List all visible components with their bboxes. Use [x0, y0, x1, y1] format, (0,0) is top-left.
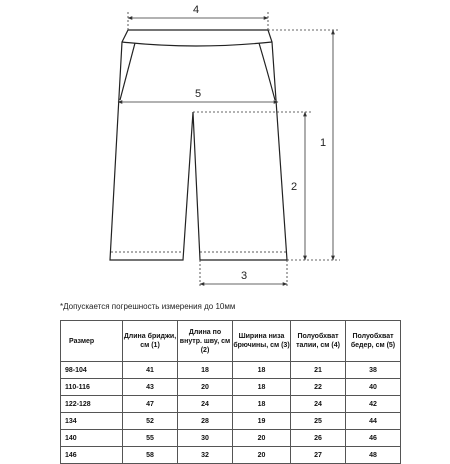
measurement-cell: 52 [123, 413, 178, 430]
table-row [61, 362, 401, 379]
table-row [61, 413, 401, 430]
measurement-cell: 21 [291, 362, 346, 379]
table-body [61, 362, 401, 464]
measurement-cell: 25 [291, 413, 346, 430]
dimension-label-3: 3 [240, 270, 248, 282]
header-size: Размер [61, 321, 123, 362]
measurement-cell: 55 [123, 430, 178, 447]
size-cell: 140 [61, 430, 123, 447]
dimension-label-2: 2 [290, 181, 298, 193]
header-hem-width: Ширина низа брючины, см (3) [233, 321, 291, 362]
table-row [61, 396, 401, 413]
dimension-label-4: 4 [192, 4, 200, 16]
table-row [61, 430, 401, 447]
size-cell: 110-116 [61, 379, 123, 396]
header-half-waist: Полуобхват талии, см (4) [291, 321, 346, 362]
measurement-cell: 30 [178, 430, 233, 447]
measurement-cell: 28 [178, 413, 233, 430]
header-inseam: Длина по внутр. шву, см (2) [178, 321, 233, 362]
size-cell: 122-128 [61, 396, 123, 413]
measurement-cell: 32 [178, 447, 233, 464]
size-cell: 98-104 [61, 362, 123, 379]
measurement-cell: 26 [291, 430, 346, 447]
measurement-cell: 18 [233, 362, 291, 379]
measurement-cell: 20 [233, 447, 291, 464]
measurement-cell: 20 [233, 430, 291, 447]
measurement-cell: 40 [346, 379, 401, 396]
size-table [60, 320, 401, 464]
header-length: Длина бриджи, см (1) [123, 321, 178, 362]
measurement-cell: 42 [346, 396, 401, 413]
measurement-cell: 24 [178, 396, 233, 413]
measurement-cell: 47 [123, 396, 178, 413]
measurement-cell: 41 [123, 362, 178, 379]
measurement-cell: 38 [346, 362, 401, 379]
measurement-cell: 20 [178, 379, 233, 396]
header-half-hips: Полуобхват бедер, см (5) [346, 321, 401, 362]
measurement-cell: 19 [233, 413, 291, 430]
measurement-cell: 44 [346, 413, 401, 430]
measurement-note: *Допускается погрешность измерения до 10мм [60, 302, 236, 311]
size-cell: 146 [61, 447, 123, 464]
measurement-cell: 48 [346, 447, 401, 464]
dimension-label-5: 5 [194, 88, 202, 100]
table-row [61, 379, 401, 396]
measurement-cell: 18 [233, 396, 291, 413]
measurement-cell: 22 [291, 379, 346, 396]
measurement-cell: 24 [291, 396, 346, 413]
measurement-cell: 46 [346, 430, 401, 447]
size-cell: 134 [61, 413, 123, 430]
dimension-lines [118, 12, 340, 288]
dimension-label-1: 1 [319, 137, 327, 149]
measurement-cell: 58 [123, 447, 178, 464]
table-row [61, 447, 401, 464]
measurement-cell: 18 [178, 362, 233, 379]
shorts-outline [110, 30, 287, 260]
measurement-cell: 27 [291, 447, 346, 464]
table-header-row [61, 321, 401, 362]
measurement-cell: 43 [123, 379, 178, 396]
measurement-cell: 18 [233, 379, 291, 396]
